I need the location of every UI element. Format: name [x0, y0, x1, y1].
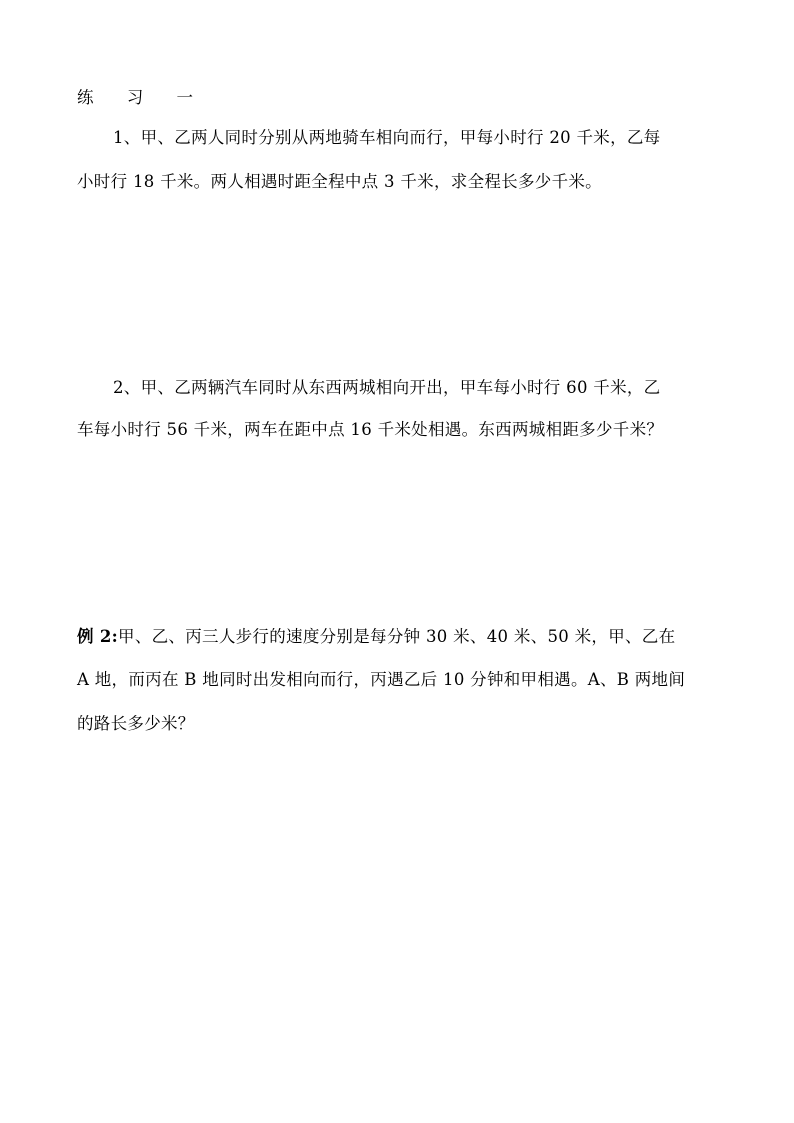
problem-2-line-1: 2、甲、乙两辆汽车同时从东西两城相向开出，甲车每小时行 60 千米，乙: [113, 378, 661, 397]
example-text-1: 甲、乙、丙三人步行的速度分别是每分钟 30 米、40 米、50 米，甲、乙在: [118, 627, 676, 646]
example-label: 例 2:: [77, 627, 119, 646]
example-2-line-2: A 地，而丙在 B 地同时出发相向而行，丙遇乙后 10 分钟和甲相遇。A、B 两地间: [77, 670, 686, 689]
problem-2-line-2: 车每小时行 56 千米，两车在距中点 16 千米处相遇。东西两城相距多少千米？: [77, 420, 664, 439]
example-2-line-3: 的路长多少米？: [77, 714, 195, 733]
problem-1-line-1: 1、甲、乙两人同时分别从两地骑车相向而行，甲每小时行 20 千米，乙每: [113, 128, 661, 147]
example-2-line-1: [77, 626, 727, 648]
section-title: 练 习 一: [77, 88, 207, 107]
problem-1-line-2: 小时行 18 千米。两人相遇时距全程中点 3 千米，求全程长多少千米。: [77, 172, 602, 191]
